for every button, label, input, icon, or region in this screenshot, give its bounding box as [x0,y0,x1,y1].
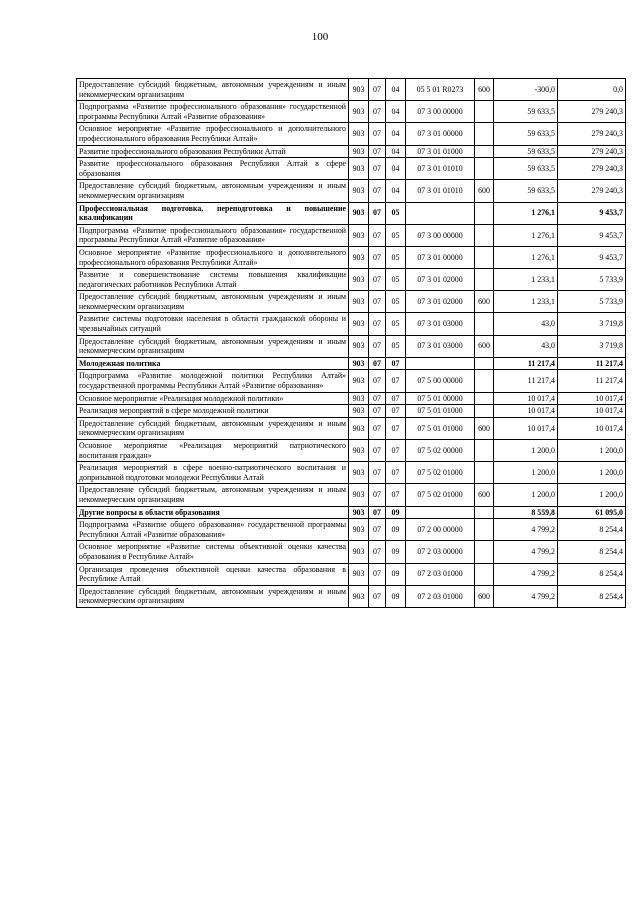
row-subsection-cell: 07 [386,392,406,405]
row-grbs-cell: 903 [349,417,369,439]
row-sum-total-cell: 279 240,3 [558,101,626,123]
row-grbs-cell: 903 [349,563,369,585]
row-sum-total-cell: 1 200,0 [558,484,626,506]
row-subsection-cell: 09 [386,585,406,607]
table-row [77,269,626,291]
row-section-cell: 07 [369,417,386,439]
row-name-cell: Развитие системы подготовки населения в области гражданской обороны и чрезвычайных ситуаций [77,313,349,335]
row-expense-type-cell: 600 [475,585,494,607]
row-expense-type-cell [475,563,494,585]
row-target-article-cell: 05 5 01 R0273 [406,79,475,101]
row-expense-type-cell [475,519,494,541]
row-name-cell: Предоставление субсидий бюджетным, автономным учреждениям и иным некоммерческим организациям [77,291,349,313]
row-sum-total-cell: 5 733,9 [558,291,626,313]
row-sum-total-cell: 10 017,4 [558,417,626,439]
table-row [77,405,626,418]
row-expense-type-cell [475,313,494,335]
row-grbs-cell: 903 [349,541,369,563]
row-subsection-cell: 05 [386,269,406,291]
table-row [77,180,626,202]
row-name-cell: Реализация мероприятий в сфере молодежной политики [77,405,349,418]
row-name-cell: Реализация мероприятий в сфере военно-патриотического воспитания и допризывной подготовки молодежи Республики Алтай [77,462,349,484]
row-sum-change-cell: 43,0 [494,335,558,357]
row-section-cell: 07 [369,291,386,313]
row-name-cell: Основное мероприятие «Реализация молодежной политики» [77,392,349,405]
row-grbs-cell: 903 [349,123,369,145]
row-expense-type-cell [475,246,494,268]
row-sum-total-cell: 10 017,4 [558,392,626,405]
row-expense-type-cell [475,405,494,418]
row-sum-total-cell: 8 254,4 [558,585,626,607]
row-sum-change-cell: 1 200,0 [494,440,558,462]
row-sum-change-cell: 1 200,0 [494,484,558,506]
row-sum-change-cell: 4 799,2 [494,563,558,585]
row-sum-total-cell: 0,0 [558,79,626,101]
table-row [77,392,626,405]
row-name-cell: Профессиональная подготовка, переподготовка и повышение квалификации [77,202,349,224]
row-sum-total-cell: 279 240,3 [558,145,626,158]
row-sum-total-cell: 8 254,4 [558,541,626,563]
row-sum-change-cell: -300,0 [494,79,558,101]
row-expense-type-cell [475,370,494,392]
row-section-cell: 07 [369,335,386,357]
row-grbs-cell: 903 [349,484,369,506]
row-section-cell: 07 [369,541,386,563]
row-section-cell: 07 [369,313,386,335]
row-target-article-cell: 07 2 03 01000 [406,563,475,585]
row-target-article-cell: 07 3 00 00000 [406,101,475,123]
row-sum-change-cell: 11 217,4 [494,370,558,392]
row-sum-total-cell: 1 200,0 [558,462,626,484]
row-name-cell: Предоставление субсидий бюджетным, автономным учреждениям и иным некоммерческим организациям [77,585,349,607]
row-sum-total-cell: 3 719,8 [558,313,626,335]
row-grbs-cell: 903 [349,269,369,291]
row-grbs-cell: 903 [349,79,369,101]
row-subsection-cell: 04 [386,145,406,158]
row-name-cell: Основное мероприятие «Реализация мероприятий патриотического воспитания граждан» [77,440,349,462]
row-sum-total-cell: 3 719,8 [558,335,626,357]
row-sum-total-cell: 5 733,9 [558,269,626,291]
row-grbs-cell: 903 [349,158,369,180]
row-target-article-cell: 07 5 02 01000 [406,462,475,484]
row-grbs-cell: 903 [349,291,369,313]
row-target-article-cell: 07 3 01 02000 [406,269,475,291]
row-section-cell: 07 [369,563,386,585]
row-target-article-cell [406,506,475,519]
row-sum-total-cell: 8 254,4 [558,563,626,585]
row-target-article-cell: 07 3 01 01000 [406,145,475,158]
table-row [77,357,626,370]
row-expense-type-cell [475,541,494,563]
row-sum-change-cell: 59 633,5 [494,101,558,123]
row-grbs-cell: 903 [349,101,369,123]
row-section-cell: 07 [369,440,386,462]
table-row [77,440,626,462]
row-name-cell: Подпрограмма «Развитие общего образования» государственной программы Республики Алтай «Развитие образования» [77,519,349,541]
row-target-article-cell: 07 5 02 00000 [406,440,475,462]
row-section-cell: 07 [369,79,386,101]
row-sum-change-cell: 59 633,5 [494,145,558,158]
row-section-cell: 07 [369,392,386,405]
table-row [77,313,626,335]
row-expense-type-cell [475,506,494,519]
row-sum-total-cell: 61 095,0 [558,506,626,519]
row-target-article-cell: 07 3 01 00000 [406,246,475,268]
row-sum-total-cell: 8 254,4 [558,519,626,541]
row-sum-change-cell: 4 799,2 [494,519,558,541]
row-grbs-cell: 903 [349,506,369,519]
row-section-cell: 07 [369,123,386,145]
row-subsection-cell: 04 [386,101,406,123]
table-row [77,506,626,519]
row-section-cell: 07 [369,224,386,246]
row-sum-total-cell: 9 453,7 [558,224,626,246]
table-row [77,291,626,313]
row-name-cell: Развитие профессионального образования Республики Алтай в сфере образования [77,158,349,180]
row-expense-type-cell: 600 [475,79,494,101]
row-target-article-cell: 07 3 01 03000 [406,313,475,335]
row-name-cell: Основное мероприятие «Развитие системы объективной оценки качества образования в Республике Алтай» [77,541,349,563]
row-name-cell: Развитие профессионального образования Республики Алтай [77,145,349,158]
row-target-article-cell: 07 3 01 01010 [406,158,475,180]
row-name-cell: Основное мероприятие «Развитие профессионального и дополнительного профессионального образования Республики Алтай» [77,123,349,145]
row-subsection-cell: 05 [386,224,406,246]
row-grbs-cell: 903 [349,440,369,462]
row-section-cell: 07 [369,519,386,541]
row-expense-type-cell [475,145,494,158]
row-section-cell: 07 [369,246,386,268]
row-subsection-cell: 05 [386,291,406,313]
row-sum-change-cell: 10 017,4 [494,405,558,418]
row-sum-change-cell: 59 633,5 [494,158,558,180]
row-subsection-cell: 07 [386,370,406,392]
row-grbs-cell: 903 [349,224,369,246]
row-name-cell: Предоставление субсидий бюджетным, автономным учреждениям и иным некоммерческим организациям [77,417,349,439]
row-sum-total-cell: 11 217,4 [558,370,626,392]
table-row [77,145,626,158]
row-section-cell: 07 [369,357,386,370]
row-sum-total-cell: 279 240,3 [558,158,626,180]
row-sum-change-cell: 10 017,4 [494,392,558,405]
row-grbs-cell: 903 [349,585,369,607]
table-row [77,123,626,145]
row-target-article-cell: 07 2 00 00000 [406,519,475,541]
row-section-cell: 07 [369,145,386,158]
row-target-article-cell: 07 3 01 00000 [406,123,475,145]
row-name-cell: Молодежная политика [77,357,349,370]
row-sum-change-cell: 1 200,0 [494,462,558,484]
row-grbs-cell: 903 [349,246,369,268]
row-sum-change-cell: 1 233,1 [494,291,558,313]
table-row [77,541,626,563]
row-expense-type-cell [475,392,494,405]
row-grbs-cell: 903 [349,313,369,335]
row-sum-change-cell: 59 633,5 [494,123,558,145]
row-expense-type-cell: 600 [475,417,494,439]
table-row [77,370,626,392]
table-row [77,158,626,180]
row-target-article-cell: 07 2 03 00000 [406,541,475,563]
row-section-cell: 07 [369,101,386,123]
row-grbs-cell: 903 [349,405,369,418]
row-target-article-cell: 07 5 00 00000 [406,370,475,392]
row-sum-change-cell: 4 799,2 [494,541,558,563]
row-name-cell: Подпрограмма «Развитие профессионального образования» государственной программы Республики Алтай «Развитие образования» [77,101,349,123]
row-grbs-cell: 903 [349,180,369,202]
row-grbs-cell: 903 [349,370,369,392]
row-sum-total-cell: 9 453,7 [558,246,626,268]
row-expense-type-cell [475,357,494,370]
row-target-article-cell: 07 3 00 00000 [406,224,475,246]
row-subsection-cell: 09 [386,506,406,519]
row-subsection-cell: 07 [386,440,406,462]
table-row [77,101,626,123]
row-target-article-cell [406,202,475,224]
row-name-cell: Организация проведения объективной оценки качества образования в Республике Алтай [77,563,349,585]
table-row [77,335,626,357]
row-expense-type-cell: 600 [475,335,494,357]
row-section-cell: 07 [369,180,386,202]
row-grbs-cell: 903 [349,335,369,357]
row-sum-change-cell: 59 633,5 [494,180,558,202]
page-number: 100 [311,31,329,43]
table-row [77,417,626,439]
row-section-cell: 07 [369,405,386,418]
row-expense-type-cell [475,123,494,145]
row-grbs-cell: 903 [349,392,369,405]
row-target-article-cell: 07 5 01 01000 [406,405,475,418]
row-target-article-cell: 07 3 01 02000 [406,291,475,313]
row-subsection-cell: 04 [386,180,406,202]
row-section-cell: 07 [369,462,386,484]
row-subsection-cell: 09 [386,519,406,541]
row-sum-total-cell: 279 240,3 [558,123,626,145]
row-grbs-cell: 903 [349,462,369,484]
row-sum-change-cell: 4 799,2 [494,585,558,607]
row-expense-type-cell [475,440,494,462]
row-name-cell: Другие вопросы в области образования [77,506,349,519]
row-expense-type-cell [475,101,494,123]
row-name-cell: Подпрограмма «Развитие профессионального образования» государственной программы Республики Алтай «Развитие образования» [77,224,349,246]
row-target-article-cell: 07 5 01 01000 [406,417,475,439]
row-expense-type-cell: 600 [475,291,494,313]
row-subsection-cell: 04 [386,158,406,180]
table-row [77,202,626,224]
table-row [77,79,626,101]
row-sum-change-cell: 43,0 [494,313,558,335]
row-subsection-cell: 04 [386,79,406,101]
row-expense-type-cell: 600 [475,180,494,202]
row-sum-change-cell: 11 217,4 [494,357,558,370]
row-sum-total-cell: 9 453,7 [558,202,626,224]
row-subsection-cell: 07 [386,462,406,484]
row-sum-total-cell: 279 240,3 [558,180,626,202]
row-grbs-cell: 903 [349,519,369,541]
row-section-cell: 07 [369,269,386,291]
table-body [77,79,626,608]
row-expense-type-cell [475,158,494,180]
table-row [77,224,626,246]
row-subsection-cell: 07 [386,484,406,506]
table-row [77,484,626,506]
row-subsection-cell: 04 [386,123,406,145]
row-name-cell: Предоставление субсидий бюджетным, автономным учреждениям и иным некоммерческим организациям [77,79,349,101]
row-grbs-cell: 903 [349,202,369,224]
row-section-cell: 07 [369,202,386,224]
row-sum-change-cell: 1 276,1 [494,224,558,246]
row-grbs-cell: 903 [349,357,369,370]
row-expense-type-cell: 600 [475,484,494,506]
row-subsection-cell: 05 [386,313,406,335]
row-expense-type-cell [475,462,494,484]
row-target-article-cell [406,357,475,370]
row-subsection-cell: 05 [386,335,406,357]
row-sum-change-cell: 8 559,8 [494,506,558,519]
row-sum-change-cell: 10 017,4 [494,417,558,439]
row-section-cell: 07 [369,585,386,607]
row-section-cell: 07 [369,158,386,180]
row-subsection-cell: 09 [386,541,406,563]
row-subsection-cell: 07 [386,405,406,418]
budget-table [76,78,626,608]
row-section-cell: 07 [369,484,386,506]
row-subsection-cell: 05 [386,246,406,268]
table-row [77,462,626,484]
row-subsection-cell: 07 [386,417,406,439]
row-target-article-cell: 07 5 02 01000 [406,484,475,506]
row-target-article-cell: 07 3 01 03000 [406,335,475,357]
row-subsection-cell: 09 [386,563,406,585]
row-expense-type-cell [475,224,494,246]
table-row [77,585,626,607]
row-subsection-cell: 05 [386,202,406,224]
row-target-article-cell: 07 2 03 01000 [406,585,475,607]
row-sum-total-cell: 11 217,4 [558,357,626,370]
row-name-cell: Развитие и совершенствование системы повышения квалификации педагогических работников Республики Алтай [77,269,349,291]
table-row [77,519,626,541]
row-target-article-cell: 07 3 01 01010 [406,180,475,202]
row-grbs-cell: 903 [349,145,369,158]
row-sum-change-cell: 1 276,1 [494,246,558,268]
row-section-cell: 07 [369,506,386,519]
row-name-cell: Предоставление субсидий бюджетным, автономным учреждениям и иным некоммерческим организациям [77,180,349,202]
table-row [77,563,626,585]
row-target-article-cell: 07 5 01 00000 [406,392,475,405]
row-expense-type-cell [475,202,494,224]
row-sum-change-cell: 1 276,1 [494,202,558,224]
row-sum-total-cell: 1 200,0 [558,440,626,462]
row-name-cell: Подпрограмма «Развитие молодежной политики Республики Алтай» государственной программы Республики Алтай «Развитие образования» [77,370,349,392]
row-expense-type-cell [475,269,494,291]
row-name-cell: Предоставление субсидий бюджетным, автономным учреждениям и иным некоммерческим организациям [77,335,349,357]
table-row [77,246,626,268]
row-name-cell: Предоставление субсидий бюджетным, автономным учреждениям и иным некоммерческим организациям [77,484,349,506]
row-section-cell: 07 [369,370,386,392]
row-sum-total-cell: 10 017,4 [558,405,626,418]
row-name-cell: Основное мероприятие «Развитие профессионального и дополнительного профессионального образования Республики Алтай» [77,246,349,268]
row-subsection-cell: 07 [386,357,406,370]
row-sum-change-cell: 1 233,1 [494,269,558,291]
